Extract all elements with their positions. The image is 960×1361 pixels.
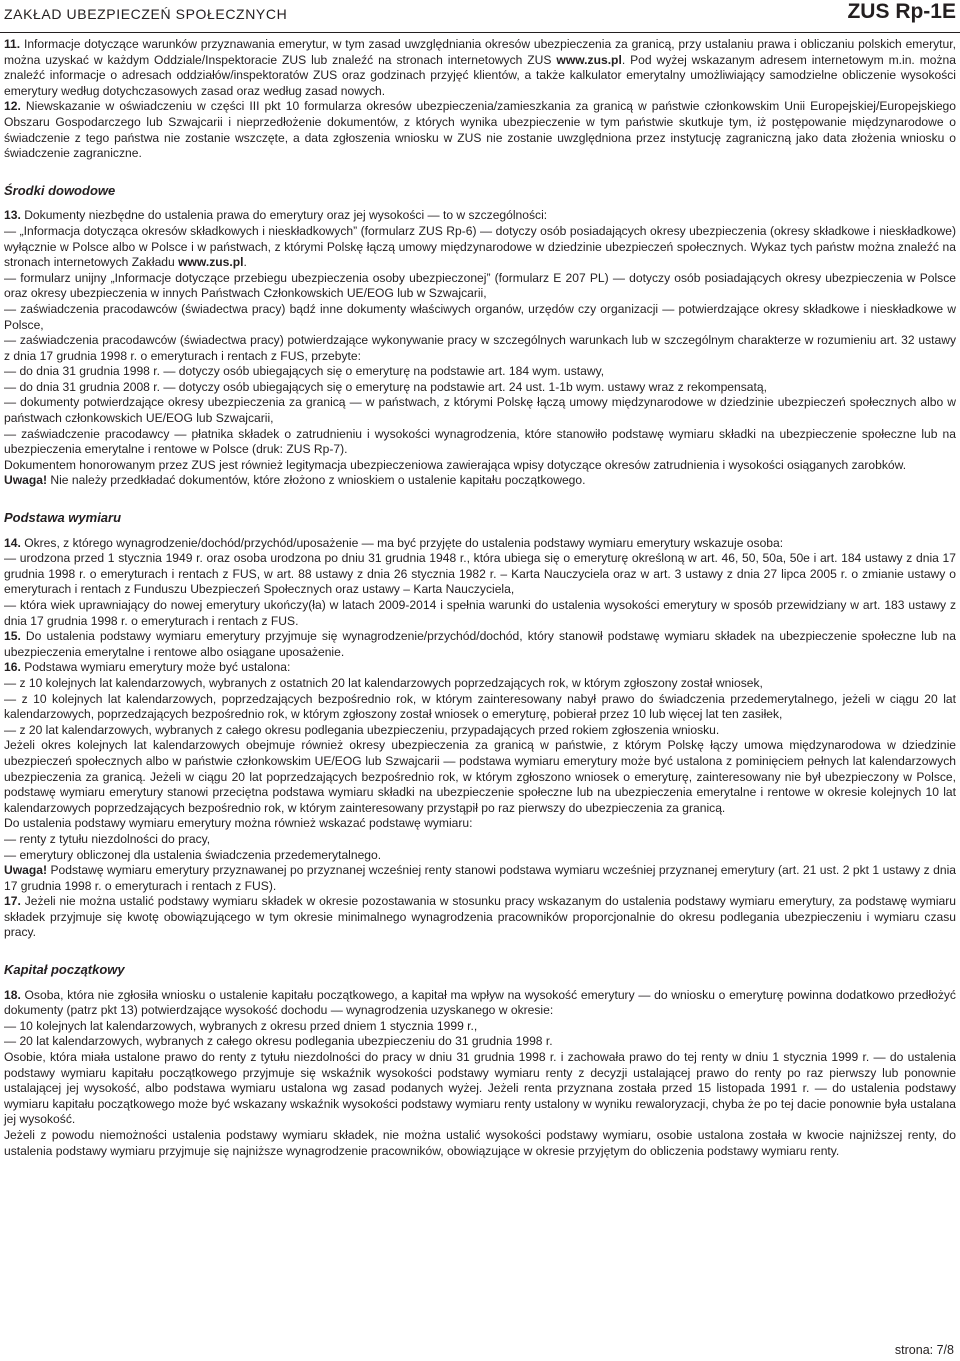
note-text: Podstawę wymiaru emerytury przyznawanej po przyznanej wcześniej renty stanowi podstawa wymiaru wcześniej przyznanej emerytury (art. 21 ust. 2 pkt 1 ustawy z dnia 17 grudnia 1998 r. o emeryturach i rentach z FUS).: [4, 863, 956, 893]
zus-website-link[interactable]: www.zus.pl: [556, 52, 622, 67]
zus-website-link[interactable]: www.zus.pl: [178, 255, 244, 270]
paragraph-text: Osobie, która miała ustalone prawo do renty z tytułu niezdolności do pracy w dniu 31 grudnia 1998 r. i zachowała prawo do tej renty w dniu 1 stycznia 1999 r. — do ustalenia podstawy wymiaru kapitału początkowego przyjmuje się wskaźnik wysokości podstawy wymiaru renty z decyzji ustalającej prawo do renty po raz pierwszy lub ponownie ustalającej jej wysokość, albo podstawa wymiaru ustalona wg zasad podanych wyżej. Jeżeli renta przyznana została przed 15 listopada 1991 r. — do ustalenia podstawy wymiaru kapitału początkowego może być wskazany wskaźnik wysokości podstawy wymiaru renty ustalony w wyniku rewaloryzacji, chyba że po tej dacie ponownie była ustalana jej wysokość.: [4, 1050, 956, 1127]
paragraph-15: [4, 629, 956, 660]
paragraph-text: Informacje dotyczące warunków przyznawania emerytur, w tym zasad uwzględniania okresów ubezpieczenia za granicą, przy ustalaniu prawa i obliczaniu polskich emerytur, można uzyskać w każdym Oddziale/Inspektoracie ZUS lub znaleźć na stronach internetowych ZUS: [4, 37, 956, 67]
paragraph-number: 12.: [4, 99, 21, 114]
list-item: — dokumenty potwierdzające okresy ubezpieczenia za granicą — w państwach, z którymi Polskę łączą umowy międzynarodowe w dziedzinie ubezpieczeń społecznych albo w państwach członkowskich UE/EOG lub Szwajcarii,: [4, 395, 956, 426]
paragraph-text: Jeżeli okres kolejnych lat kalendarzowych obejmuje również okresy ubezpieczenia za granicą w państwie, z którym Polskę łączy umowa międzynarodowa w dziedzinie ubezpieczeń społecznych albo w państwie członkowskim UE/EOG lub Szwajcarii — podstawa wymiaru emerytury może być ustalona z pominięciem pełnych lat kalendarzowych ubezpieczenia za granicą. Jeżeli w ciągu 20 lat poprzedzających bezpośrednio rok, w którym zgłoszono wniosek o emeryturę, zainteresowany nie był ubezpieczony w Polsce, podstawę wymiaru emerytury stanowi przeciętna podstawa wymiaru składki na ubezpieczenie społeczne lub na ubezpieczenia emerytalne i rentowe w okresie kolejnych 10 lat kalendarzowych poprzedzających bezpośrednio rok, w którym zainteresowany przystąpił po raz pierwszy do ubezpieczenia za granicą.: [4, 738, 956, 815]
list-item: — renty z tytułu niezdolności do pracy,: [4, 831, 211, 846]
paragraph-16: [4, 660, 956, 676]
list-item: — zaświadczenia pracodawców (świadectwa pracy) potwierdzające wykonywanie pracy w szczególnych warunkach lub w szczególnym charakterze w rozumieniu art. 32 ustawy z dnia 17 grudnia 1998 r. o emeryturach i rentach z FUS, przebyte:: [4, 333, 956, 363]
paragraph-text: . Pod wyżej wskazanym adresem internetowym m.in. można znaleźć informacje o adresach oddziałów/inspektoratów ZUS oraz godzinach przyjęć klientów, a także kalkulator emerytalny umożliwiający samodzielne obliczenie wysokości emerytury według dotychczasowych zasad oraz według zasad nowych.: [4, 52, 957, 98]
list-item: — do dnia 31 grudnia 1998 r. — dotyczy osób ubiegających się o emeryturę na podstawie art. 184 wym. ustawy,: [4, 364, 605, 379]
paragraph-text: Do ustalenia podstawy wymiaru emerytury przyjmuje się wynagrodzenie/przychód/dochód, który stanowił podstawę wymiaru składek na ubezpieczenie społeczne lub na ubezpieczenia emerytalne i rentowe albo osiągane uposażenie.: [4, 629, 956, 659]
list-item-text: — „Informacja dotycząca okresów składkowych i nieskładkowych” (formularz ZUS Rp-6) — dotyczy osób posiadających okresy ubezpieczenia (okresy składkowe i nieskładkowe) wyłącznie w Polsce albo w Polsce i w państwach, z którymi Polskę łączą umowy międzynarodowe w dziedzinie ubezpieczeń społecznych. Wykaz tych państw można znaleźć na stronach internetowych Zakładu: [4, 223, 956, 270]
paragraph-text: Dokumenty niezbędne do ustalenia prawa do emerytury oraz jej wysokości — to w szczególności:: [24, 208, 548, 223]
paragraph-text: Okres, z którego wynagrodzenie/dochód/przychód/uposażenie — ma być przyjęte do ustalenia podstawy wymiaru emerytury wskazuje osoba:: [24, 535, 784, 550]
paragraph-number: 15.: [4, 629, 21, 644]
list-item: — emerytury obliczonej dla ustalenia świadczenia przedemerytalnego.: [4, 847, 382, 862]
paragraph-text: Jeżeli z powodu niemożności ustalenia podstawy wymiaru składek, nie można ustalić wysokości podstawy wymiaru, osobie ustalona została w kwocie najniższej renty, do ustalenia podstawy wymiaru przyjmuje się najniższe wynagrodzenie pracowników, obowiązujące w okresie przyjętym do obliczenia podstawy wymiaru renty.: [4, 1128, 956, 1158]
list-item: — z 10 kolejnych lat kalendarzowych, poprzedzających bezpośrednio rok, w którym zainteresowany nabył prawo do świadczenia przedemerytalnego, jeżeli w ciągu 20 lat kalendarzowych, poprzedzających bezpośrednio rok, w którym zgłoszony został wniosek o emeryturę, pobierał przez 10 lub więcej lat ten zasiłek,: [4, 691, 956, 722]
header-organization: ZAKŁAD UBEZPIECZEŃ SPOŁECZNYCH: [4, 6, 288, 22]
paragraph-number: 14.: [4, 535, 21, 550]
document-body: [4, 37, 956, 1159]
page-header: [0, 0, 960, 33]
paragraph-number: 18.: [4, 987, 21, 1002]
paragraph-14: [4, 536, 956, 552]
paragraph-text: Jeżeli nie można ustalić podstawy wymiaru składek w okresie pozostawania w stosunku pracy wskazanym do ustalenia podstawy wymiaru emerytury, za podstawę wymiaru składek przyjmuje się kwotę obowiązującego w tym okresie minimalnego wynagrodzenia pracowników proporcjonalnie do okresu podlegania ubezpieczeniu i wymiaru czasu pracy.: [4, 894, 956, 940]
paragraph-text: Podstawa wymiaru emerytury może być ustalona:: [24, 660, 291, 675]
list-item: — zaświadczenie pracodawcy — płatnika składek o zatrudnieniu i wysokości wynagrodzenia, które stanowiło podstawę wymiaru składki na ubezpieczenie społeczne lub na ubezpieczenia emerytalne i rentowe w Polsce (druk: ZUS Rp-7).: [4, 426, 956, 457]
list-item: — zaświadczenia pracodawców (świadectwa pracy) bądź inne dokumenty właściwych organów, urzędów czy organizacji — potwierdzające okresy składkowe i nieskładkowe w Polsce,: [4, 301, 956, 332]
list-item: — formularz unijny „Informacje dotyczące przebiegu ubezpieczenia osoby ubezpieczonej” (formularz E 207 PL) — dotyczy osób posiadających okresy ubezpieczenia w Polsce oraz okresy ubezpieczenia w innych Państwach Członkowskich UE/EOG lub w Szwajcarii,: [4, 270, 956, 301]
section-title-evidence: Środki dowodowe: [4, 182, 116, 198]
note-label: Uwaga!: [4, 473, 48, 488]
paragraph-11: [4, 37, 956, 99]
section-title-basis: Podstawa wymiaru: [4, 510, 122, 526]
list-item: — do dnia 31 grudnia 2008 r. — dotyczy osób ubiegających się o emeryturę na podstawie art. 24 ust. 1-1b wym. ustawy wraz z rekompensatą,: [4, 379, 767, 394]
paragraph-text: Dokumentem honorowanym przez ZUS jest również legitymacja ubezpieczeniowa zawierająca wpisy dotyczące okresów zatrudnienia i wysokości osiąganych zarobków.: [4, 457, 907, 472]
list-item: — z 10 kolejnych lat kalendarzowych, wybranych z ostatnich 20 lat kalendarzowych poprzedzających rok, w którym zgłoszony został wniosek,: [4, 675, 763, 690]
paragraph-18: [4, 988, 956, 1019]
paragraph-number: 13.: [4, 208, 21, 223]
note: [4, 473, 956, 489]
paragraph-12: [4, 99, 956, 161]
list-item: — urodzona przed 1 stycznia 1949 r. oraz osoba urodzona po dniu 31 grudnia 1948 r., która ubiega się o emeryturę określoną w art. 46, 50, 50a, 50e i art. 184 ustawy z dnia 17 grudnia 1998 r. o emeryturach i rentach z FUS, w art. 88 ustawy z dnia 26 stycznia 1982 r. – Karta Nauczyciela oraz w art. 3 ustawy z dnia 27 lipca 2005 r. o zmianie ustawy o emeryturach i rentach z Funduszu Ubezpieczeń Społecznych oraz ustawy – Karta Nauczyciela,: [4, 551, 956, 597]
note: [4, 863, 956, 894]
paragraph-number: 17.: [4, 894, 21, 909]
header-form-code: ZUS Rp-1E: [847, 0, 956, 23]
list-item: — 10 kolejnych lat kalendarzowych, wybranych z okresu przed dniem 1 stycznia 1999 r.,: [4, 1018, 478, 1033]
note-text: Nie należy przedkładać dokumentów, które złożono z wnioskiem o ustalenie kapitału początkowego.: [47, 473, 586, 488]
paragraph-text: Niewskazanie w oświadczeniu w części III pkt 10 formularza okresów ubezpieczenia/zamieszkania za granicą w państwie członkowskim Unii Europejskiej/Europejskiego Obszaru Gospodarczego lub Szwajcarii i nieprzedłożenie dokumentów, z których wynika ubezpieczenie w tym państwie skutkuje tym, iż postępowanie międzynarodowe o świadczenie z tego państwa nie zostanie wszczęte, a data zgłoszenia wniosku w ZUS nie zostanie uwzględniona przez instytucję zagraniczną jako data złożenia wniosku o świadczenie zagraniczne.: [4, 99, 956, 161]
paragraph-text: Osoba, która nie zgłosiła wniosku o ustalenie kapitału początkowego, a kapitał ma wpływ na wysokość emerytury — do wniosku o emeryturę powinna dodatkowo przedłożyć dokumenty (patrz pkt 13) potwierdzające wysokość dochodu — wynagrodzenia uzyskanego w okresie:: [4, 987, 956, 1018]
page-number: strona: 7/8: [894, 1343, 954, 1357]
list-item: — 20 lat kalendarzowych, wybranych z całego okresu podlegania ubezpieczeniu do 31 grudnia 1998 r.: [4, 1034, 553, 1049]
section-title-capital: Kapitał początkowy: [4, 962, 125, 978]
paragraph-number: 11.: [4, 37, 21, 51]
paragraph-13: [4, 208, 956, 224]
paragraph-number: 16.: [4, 660, 21, 675]
list-item: — z 20 lat kalendarzowych, wybranych z całego okresu podlegania ubezpieczeniu, przypadających przed rokiem zgłoszenia wniosku.: [4, 722, 720, 737]
list-item: [4, 224, 956, 271]
list-item-text: .: [243, 255, 247, 270]
list-item: — która wiek uprawniający do nowej emerytury ukończy(ła) w latach 2009-2014 i spełnia warunki do ustalenia wysokości emerytury w sposób przewidziany w art. 183 ustawy z dnia 17 grudnia 1998 r. o emeryturach i rentach z FUS.: [4, 598, 956, 628]
paragraph-text: Do ustalenia podstawy wymiaru emerytury można również wskazać podstawę wymiaru:: [4, 816, 473, 831]
note-label: Uwaga!: [4, 863, 48, 878]
paragraph-17: [4, 894, 956, 941]
